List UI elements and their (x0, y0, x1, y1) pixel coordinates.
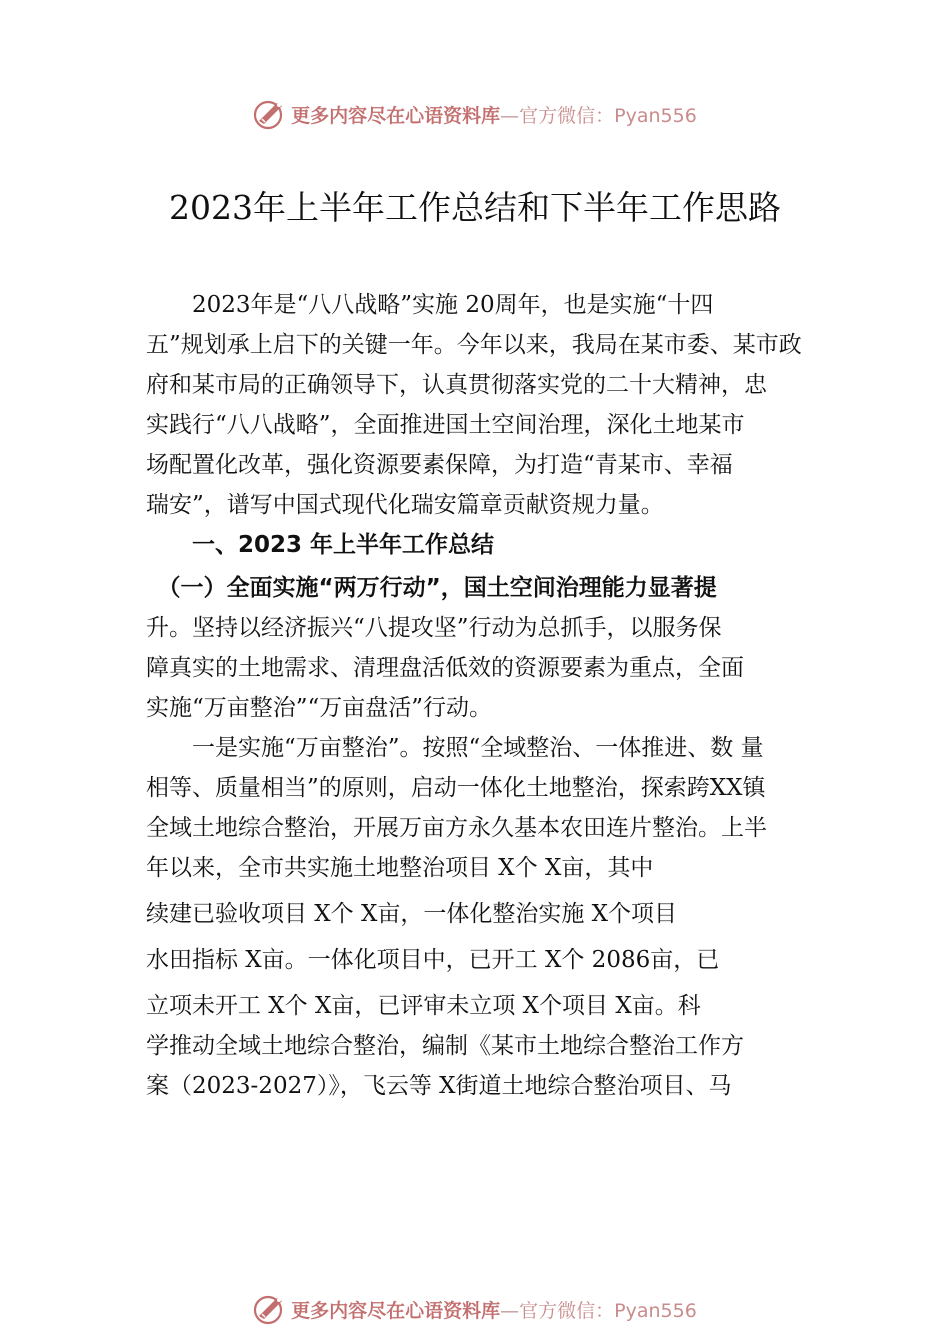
watermark-header (0, 94, 950, 134)
subsection-paragraph (146, 568, 846, 728)
paragraph-line: 府和某市局的正确领导下，认真贯彻落实党的二十大精神，忠 (146, 372, 767, 398)
watermark-contact-text: 官方微信：Pyan556 (519, 104, 697, 127)
detail-paragraph (146, 728, 866, 1106)
watermark-main-text: 更多内容尽在心语资料库 (291, 104, 501, 127)
paragraph-line: 障真实的土地需求、清理盘活低效的资源要素为重点，全面 (146, 655, 744, 681)
paragraph-line: 升。坚持以经济振兴“八提攻坚”行动为总抓手，以服务保 (146, 615, 722, 641)
watermark-separator: — (500, 1299, 520, 1322)
paragraph-line: 全域土地综合整治，开展万亩方永久基本农田连片整治。上半 (146, 815, 767, 841)
paragraph-line: 年以来，全市共实施土地整治项目 X个 X亩，其中 (146, 855, 654, 881)
subsection-lead: （一）全面实施“两万行动”，国土空间治理能力显著提 (146, 575, 717, 601)
paragraph-line: 实施“万亩整治”“万亩盘活”行动。 (146, 695, 493, 721)
paragraph-line: 实践行“八八战略”，全面推进国土空间治理，深化土地某市 (146, 412, 745, 438)
intro-paragraph (146, 285, 846, 525)
paragraph-line: 场配置化改革，强化资源要素保障，为打造“青某市、幸福 (146, 452, 733, 478)
paragraph-line: 水田指标 X亩。一体化项目中，已开工 X个 2086亩，已 (146, 947, 720, 973)
paragraph-line: 相等、质量相当”的原则，启动一体化土地整治，探索跨XX镇 (146, 775, 766, 801)
watermark-contact-text: 官方微信：Pyan556 (519, 1299, 697, 1322)
pen-logo-icon (253, 1292, 287, 1326)
paragraph-line: 瑞安”，谱写中国式现代化瑞安篇章贡献资规力量。 (146, 492, 664, 518)
watermark-footer (0, 1289, 950, 1329)
section-heading (146, 525, 846, 565)
paragraph-line: 五”规划承上启下的关键一年。今年以来，我局在某市委、某市政 (146, 332, 802, 358)
paragraph-line: 续建已验收项目 X个 X亩，一体化整治实施 X个项目 (146, 901, 678, 927)
paragraph-line: 案（2023-2027）》，飞云等 X街道土地综合整治项目、马 (146, 1073, 732, 1099)
paragraph-line: 一是实施“万亩整治”。按照“全域整治、一体推进、数 量 (146, 735, 764, 761)
paragraph-line: 立项未开工 X个 X亩，已评审未立项 X个项目 X亩。科 (146, 993, 701, 1019)
paragraph-line: 学推动全域土地综合整治，编制《某市土地综合整治工作方 (146, 1033, 744, 1059)
watermark-separator: — (500, 104, 520, 127)
pen-logo-icon (253, 97, 287, 131)
document-title: 2023年上半年工作总结和下半年工作思路 (169, 188, 781, 227)
watermark-main-text: 更多内容尽在心语资料库 (291, 1299, 501, 1322)
section-heading-text: 一、2023 年上半年工作总结 (146, 532, 495, 558)
paragraph-line: 2023年是“八八战略”实施 20周年，也是实施“十四 (146, 292, 714, 318)
